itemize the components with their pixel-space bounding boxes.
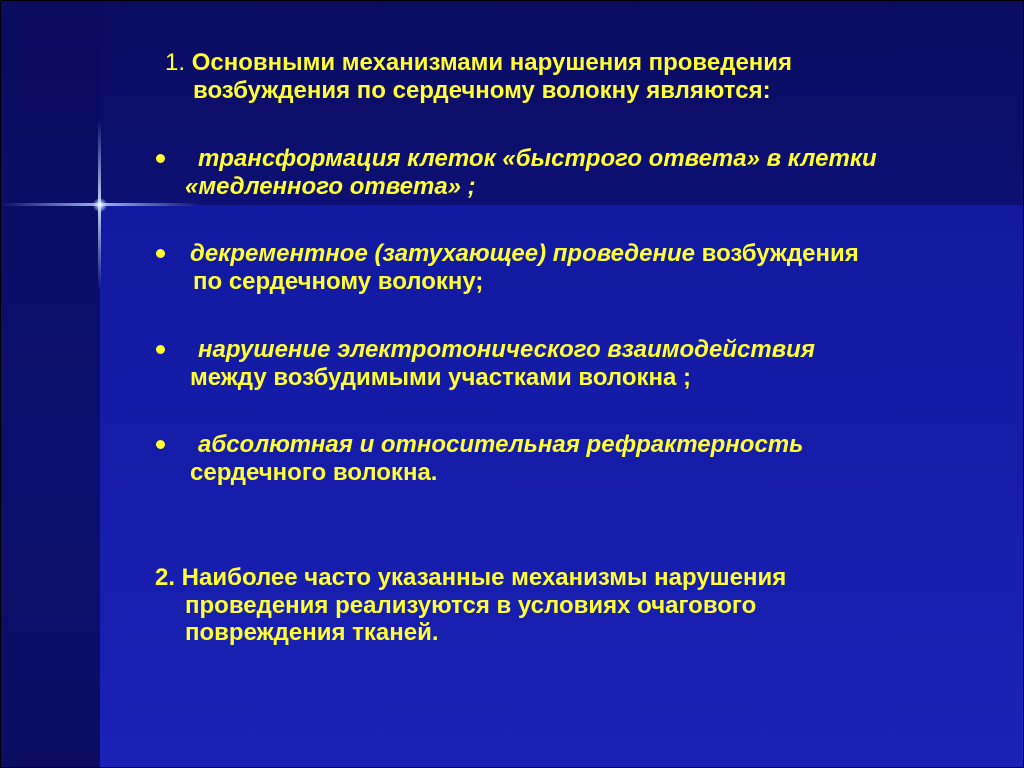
- bullet-1-line-1: трансформация клеток «быстрого ответа» в клетки: [198, 145, 877, 172]
- bullet-4-line-2: сердечного волокна.: [190, 459, 438, 486]
- bullet-2-rest-text: возбуждения: [694, 240, 859, 267]
- background-left-panel: [0, 0, 100, 768]
- bullet-2-line-1: [190, 239, 859, 269]
- bullet-3-line-2: между возбудимыми участками волокна ;: [190, 364, 691, 391]
- light-flare-center: [93, 198, 107, 212]
- bullet-1-line-2: «медленного ответа» ;: [185, 173, 476, 200]
- conclusion-line-1: 2. Наиболее часто указанные механизмы нарушения: [155, 564, 787, 591]
- intro-line-1: [165, 48, 792, 78]
- intro-line-2: возбуждения по сердечному волокну являются:: [193, 77, 771, 104]
- bullet-dot-4: [156, 440, 165, 449]
- intro-text-1: Основными механизмами нарушения проведения: [191, 49, 793, 76]
- bullet-4-line-1: абсолютная и относительная рефрактерность: [198, 431, 804, 458]
- bullet-dot-2: [156, 249, 165, 258]
- bullet-2-line-2: по сердечному волокну;: [193, 268, 484, 295]
- conclusion-line-2: проведения реализуются в условиях очагового: [185, 592, 757, 619]
- bullet-2-italic-text: декрементное (затухающее) проведение: [190, 240, 695, 267]
- conclusion-line-3: повреждения тканей.: [185, 619, 439, 646]
- bullet-dot-1: [156, 154, 165, 163]
- bullet-dot-3: [156, 345, 165, 354]
- bullet-3-line-1: нарушение электротонического взаимодействия: [198, 336, 815, 363]
- intro-number: 1.: [165, 49, 186, 76]
